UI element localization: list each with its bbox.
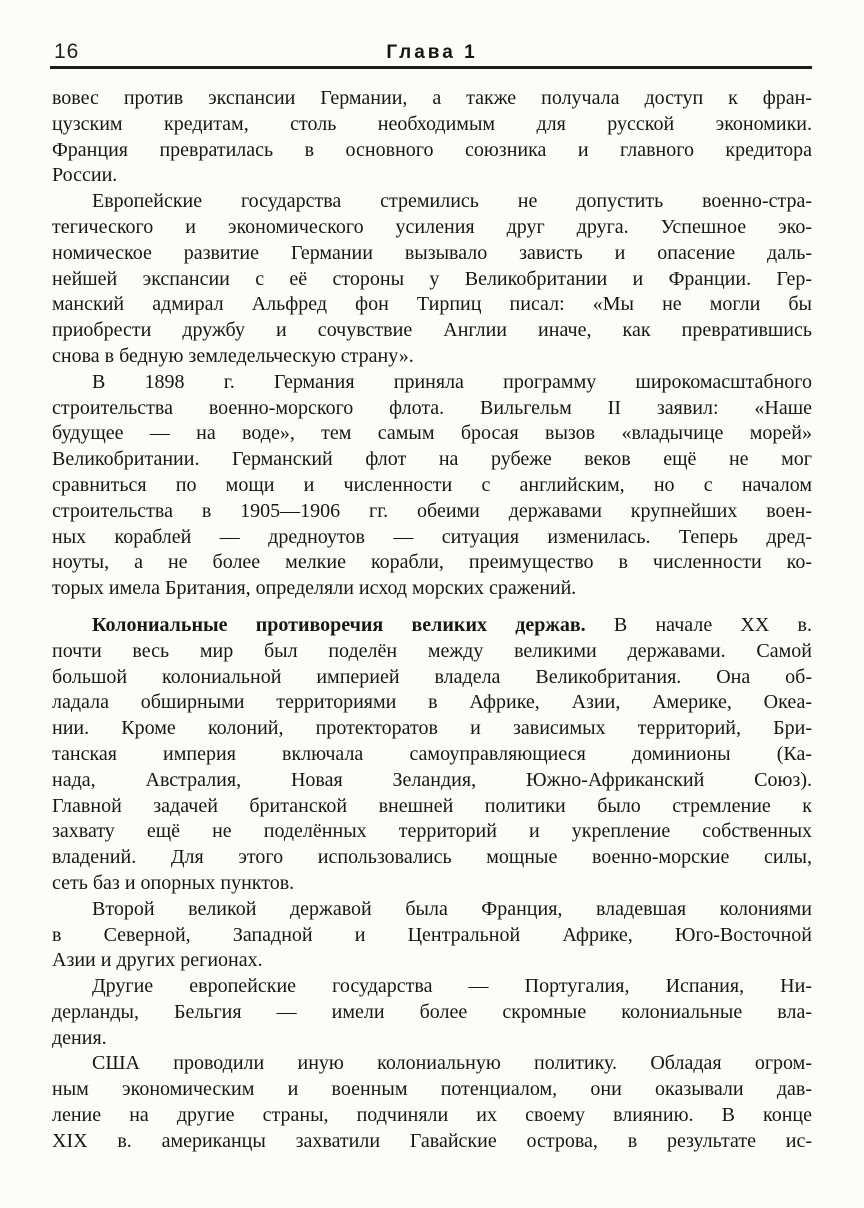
text-line: Главной задачей британской внешней политики было стремление к bbox=[52, 794, 812, 817]
text-line: приобрести дружбу и сочувствие Англии иначе, как превратившись bbox=[52, 319, 812, 342]
text-line: вовес против экспансии Германии, а также получала доступ к фран- bbox=[52, 87, 812, 109]
text-line: России. bbox=[52, 164, 118, 187]
paragraph bbox=[52, 897, 812, 974]
text-line: ных кораблей — дредноутов — ситуация изменилась. Теперь дред- bbox=[52, 525, 812, 548]
text-line: почти весь мир был поделён между великими державами. Самой bbox=[52, 639, 812, 662]
text-line: ладала обширными территориями в Африке, Азии, Америке, Океа- bbox=[52, 691, 812, 714]
text-line: Колониальные противоречия великих держав. В начале XX в. bbox=[92, 613, 812, 636]
text-line: Великобритании. Германский флот на рубеже веков ещё не мог bbox=[52, 448, 812, 471]
text-line: нейшей экспансии с её стороны у Великобритании и Франции. Гер- bbox=[52, 267, 812, 290]
text-line: Франция превратилась в основного союзника и главного кредитора bbox=[52, 138, 812, 161]
chapter-title: Глава 1 bbox=[386, 42, 478, 63]
paragraph bbox=[52, 189, 812, 370]
text-line: дения. bbox=[52, 1026, 107, 1049]
text-line: большой колониальной империей владела Великобритания. Она об- bbox=[52, 665, 812, 688]
paragraph bbox=[52, 370, 812, 602]
text-line: цузским кредитам, столь необходимым для русской экономики. bbox=[52, 112, 812, 135]
text-line: танская империя включала самоуправляющиеся доминионы (Ка- bbox=[52, 742, 812, 765]
page-body bbox=[52, 86, 812, 1155]
text-line: ление на другие страны, подчиняли их своему влиянию. В конце bbox=[52, 1104, 812, 1127]
text-line: ным экономическим и военным потенциалом, они оказывали дав- bbox=[52, 1078, 812, 1101]
text-line: В 1898 г. Германия приняла программу широкомасштабного bbox=[92, 370, 812, 393]
text-line: Второй великой державой была Франция, владевшая колониями bbox=[92, 897, 812, 920]
text-line: будущее — на воде», тем самым бросая вызов «владычице морей» bbox=[52, 422, 812, 445]
text-line: захвату ещё не поделённых территорий и укрепление собственных bbox=[52, 820, 812, 843]
text-line: в Северной, Западной и Центральной Африке, Юго-Восточной bbox=[52, 923, 812, 946]
text-line: нада, Австралия, Новая Зеландия, Южно-Африканский Союз). bbox=[52, 768, 812, 791]
text-line: США проводили иную колониальную политику. Обладая огром- bbox=[92, 1052, 812, 1075]
text-line: нии. Кроме колоний, протекторатов и зависимых территорий, Бри- bbox=[52, 717, 812, 740]
text-line: строительства в 1905—1906 гг. обеими державами крупнейших воен- bbox=[52, 499, 812, 522]
text-line: номическое развитие Германии вызывало зависть и опасение даль- bbox=[52, 241, 812, 264]
text-line: сравниться по мощи и численности с английским, но с началом bbox=[52, 473, 812, 496]
text-line: сеть баз и опорных пунктов. bbox=[52, 871, 295, 894]
section-heading: Колониальные противоречия великих держав. bbox=[92, 613, 586, 636]
text-line: манский адмирал Альфред фон Тирпиц писал: «Мы не могли бы bbox=[52, 293, 812, 316]
page-number: 16 bbox=[54, 40, 80, 63]
text-line: Европейские государства стремились не допустить военно-стра- bbox=[92, 190, 812, 213]
text-line: ноуты, а не более мелкие корабли, преимущество в численности ко- bbox=[52, 551, 812, 574]
text-line: снова в бедную земледельческую страну». bbox=[52, 344, 414, 367]
text-line: дерланды, Бельгия — имели более скромные колониальные вла- bbox=[52, 1000, 812, 1023]
text-line: Азии и других регионах. bbox=[52, 949, 263, 972]
header-rule bbox=[50, 66, 812, 69]
text-line: владений. Для этого использовались мощные военно-морские силы, bbox=[52, 846, 812, 869]
paragraph bbox=[52, 86, 812, 189]
text-line: XIX в. американцы захватили Гавайские острова, в результате ис- bbox=[52, 1129, 812, 1152]
paragraph bbox=[52, 613, 812, 897]
text-line: Другие европейские государства — Португалия, Испания, Ни- bbox=[92, 975, 812, 998]
paragraph bbox=[52, 1051, 812, 1154]
text-line: тегического и экономического усиления друг друга. Успешное эко- bbox=[52, 215, 812, 238]
text-line: торых имела Британия, определяли исход морских сражений. bbox=[52, 577, 577, 600]
text-line: строительства военно-морского флота. Вильгельм II заявил: «Наше bbox=[52, 396, 812, 419]
running-head bbox=[52, 36, 812, 66]
paragraph bbox=[52, 974, 812, 1051]
